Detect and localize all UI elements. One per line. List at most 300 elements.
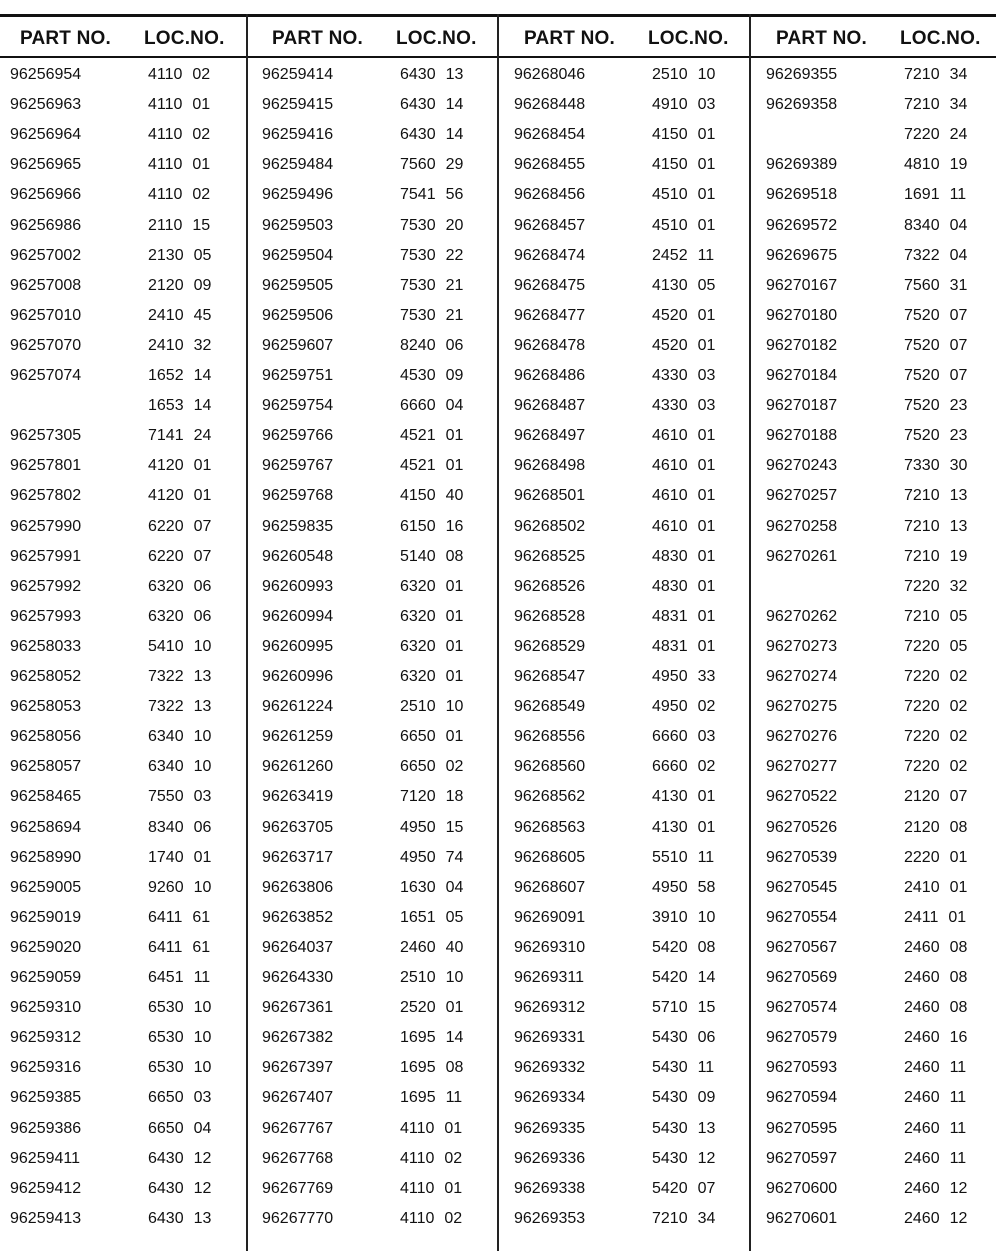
table-row	[0, 909, 240, 939]
part-number: 96259385	[10, 1089, 82, 1107]
location-number	[400, 1210, 462, 1228]
location-number	[652, 638, 715, 656]
table-row	[0, 879, 240, 909]
location-sub: 01	[697, 457, 716, 475]
location-number	[400, 608, 463, 626]
location-number	[148, 1210, 211, 1228]
location-main: 4610	[652, 487, 688, 505]
part-number: 96270593	[766, 1059, 838, 1077]
part-number: 96268497	[514, 427, 586, 445]
location-main: 5430	[652, 1089, 688, 1107]
location-sub: 13	[949, 517, 968, 535]
part-number: 96270567	[766, 938, 838, 956]
table-row	[0, 337, 240, 367]
location-number	[652, 457, 715, 475]
location-main: 6650	[400, 758, 436, 776]
location-sub: 01	[697, 336, 716, 354]
table-row	[756, 337, 996, 367]
location-main: 7530	[400, 276, 436, 294]
location-number	[148, 758, 211, 776]
location-main: 6660	[400, 397, 436, 415]
part-number: 96268448	[514, 96, 586, 114]
location-main: 6320	[400, 607, 436, 625]
parts-column-1	[0, 0, 240, 1251]
location-main: 7220	[904, 637, 940, 655]
location-number	[904, 397, 967, 415]
table-row	[504, 548, 744, 578]
location-sub: 10	[193, 758, 212, 776]
part-number: 96268562	[514, 788, 586, 806]
location-number	[904, 668, 967, 686]
location-number	[148, 999, 211, 1017]
location-sub: 04	[193, 1119, 212, 1137]
location-main: 1695	[400, 1029, 436, 1047]
location-number	[400, 156, 463, 174]
location-number	[148, 969, 210, 987]
location-sub: 01	[949, 878, 968, 896]
location-sub: 02	[192, 186, 211, 204]
location-main: 7322	[148, 668, 184, 685]
table-row	[252, 457, 492, 487]
table-row	[504, 1059, 744, 1089]
location-main: 4150	[400, 487, 436, 505]
location-number	[148, 96, 210, 114]
location-number	[400, 1029, 463, 1047]
location-sub: 40	[445, 487, 464, 505]
part-number: 96268526	[514, 577, 586, 595]
location-main: 2520	[400, 999, 436, 1017]
location-main: 2411	[904, 908, 939, 926]
location-sub: 10	[445, 698, 464, 716]
location-number	[400, 186, 463, 204]
location-main: 4830	[652, 547, 688, 565]
location-number	[652, 698, 715, 716]
table-row	[756, 909, 996, 939]
table-row	[504, 247, 744, 277]
part-number: 96256954	[10, 66, 82, 83]
location-sub: 10	[193, 878, 212, 896]
part-number: 96268486	[514, 367, 586, 384]
location-number	[400, 66, 463, 84]
part-number: 96257801	[10, 457, 82, 475]
location-sub: 09	[193, 276, 212, 294]
table-row	[504, 217, 744, 247]
location-main: 4130	[652, 788, 688, 806]
location-main: 4110	[148, 126, 183, 144]
location-sub: 11	[949, 1059, 967, 1077]
table-row	[0, 1210, 240, 1240]
part-number: 96270262	[766, 607, 838, 625]
location-main: 2510	[400, 698, 436, 716]
location-main: 8340	[904, 216, 940, 234]
table-row	[0, 578, 240, 608]
location-main: 2120	[148, 276, 184, 294]
location-main: 7210	[904, 607, 940, 625]
location-main: 6320	[400, 577, 436, 595]
location-number	[904, 337, 967, 355]
part-number: 96267361	[262, 999, 334, 1017]
location-sub: 11	[697, 848, 715, 866]
part-number: 96256963	[10, 96, 82, 114]
location-sub: 04	[949, 216, 968, 234]
part-number: 96269336	[514, 1149, 586, 1167]
location-sub: 08	[445, 1059, 464, 1077]
part-number: 96270273	[766, 637, 838, 655]
location-sub: 24	[949, 126, 968, 144]
table-row	[756, 668, 996, 698]
table-row	[504, 186, 744, 216]
part-number: 96268455	[514, 156, 586, 174]
table-row	[252, 397, 492, 427]
part-number: 96257993	[10, 607, 82, 625]
location-main: 4330	[652, 397, 688, 415]
part-number: 96259484	[262, 156, 334, 174]
table-row	[0, 487, 240, 517]
location-main: 5510	[652, 848, 688, 866]
table-row	[0, 1120, 240, 1150]
header-loc-no: LOC.NO.	[900, 28, 981, 49]
location-sub: 14	[445, 126, 464, 144]
part-number: 96269091	[514, 908, 586, 926]
header-loc-no: LOC.NO.	[144, 28, 225, 49]
location-sub: 01	[193, 848, 212, 866]
location-main: 6340	[148, 728, 184, 746]
location-main: 1740	[148, 848, 184, 866]
table-row	[504, 849, 744, 879]
part-number: 96270276	[766, 728, 838, 746]
location-main: 2510	[652, 66, 688, 83]
table-row	[756, 1150, 996, 1180]
part-number: 96256965	[10, 156, 82, 174]
part-number: 96270595	[766, 1119, 838, 1137]
location-sub: 11	[697, 246, 715, 264]
location-main: 4810	[904, 156, 940, 174]
location-sub: 01	[445, 607, 464, 625]
location-sub: 15	[192, 216, 211, 234]
location-number	[904, 66, 967, 84]
table-row	[504, 1089, 744, 1119]
location-main: 6430	[400, 96, 436, 114]
location-main: 7541	[400, 186, 436, 204]
part-number: 96259766	[262, 427, 334, 445]
location-sub: 07	[697, 1179, 716, 1197]
location-sub: 13	[949, 487, 968, 505]
location-sub: 05	[949, 607, 968, 625]
part-number: 96269518	[766, 186, 838, 204]
table-row	[504, 668, 744, 698]
location-sub: 16	[949, 1029, 968, 1047]
location-main: 3910	[652, 908, 688, 926]
location-main: 5140	[400, 547, 436, 565]
location-number	[148, 909, 210, 927]
location-main: 4830	[652, 577, 688, 595]
part-number: 96270569	[766, 969, 838, 986]
location-main: 7210	[652, 1209, 688, 1227]
table-row	[0, 217, 240, 247]
location-number	[400, 788, 463, 806]
location-sub: 01	[948, 908, 967, 926]
location-number	[400, 487, 463, 505]
part-number: 96258033	[10, 637, 82, 655]
location-number	[400, 819, 463, 837]
location-main: 7210	[904, 517, 940, 535]
location-main: 9260	[148, 878, 184, 896]
location-sub: 11	[949, 1089, 967, 1107]
location-number	[904, 1150, 966, 1168]
location-sub: 11	[949, 1119, 967, 1137]
location-number	[148, 397, 211, 415]
table-row	[0, 819, 240, 849]
location-sub: 01	[445, 637, 464, 655]
part-number: 96268525	[514, 547, 586, 565]
part-number: 96268529	[514, 637, 586, 655]
table-row	[0, 427, 240, 457]
table-row	[252, 939, 492, 969]
part-number: 96270597	[766, 1149, 838, 1167]
location-number	[400, 969, 463, 987]
table-row	[252, 1120, 492, 1150]
location-main: 6320	[148, 607, 184, 625]
location-main: 7322	[904, 246, 940, 264]
location-sub: 01	[697, 607, 716, 625]
location-number	[148, 247, 211, 265]
location-main: 6411	[148, 938, 183, 956]
location-main: 7220	[904, 668, 940, 685]
location-number	[904, 1210, 967, 1228]
location-number	[904, 217, 967, 235]
location-sub: 22	[445, 246, 464, 264]
table-row	[756, 1029, 996, 1059]
location-number	[148, 427, 211, 445]
table-row	[756, 156, 996, 186]
part-number: 96259059	[10, 969, 82, 986]
part-number: 96268547	[514, 668, 586, 685]
table-row	[252, 668, 492, 698]
location-main: 6320	[148, 577, 184, 595]
table-row	[0, 96, 240, 126]
part-number: 96268478	[514, 336, 586, 354]
location-main: 4530	[400, 367, 436, 384]
location-number	[904, 367, 967, 385]
table-row	[756, 758, 996, 788]
table-row	[252, 849, 492, 879]
location-number	[652, 728, 715, 746]
table-row	[504, 638, 744, 668]
location-number	[148, 728, 211, 746]
location-number	[148, 1029, 211, 1047]
location-main: 2460	[904, 969, 940, 986]
location-main: 6430	[148, 1149, 184, 1167]
location-number	[148, 307, 211, 325]
location-number	[148, 608, 211, 626]
location-sub: 01	[192, 156, 211, 174]
location-sub: 06	[193, 818, 212, 836]
location-main: 7210	[904, 487, 940, 505]
location-number	[148, 939, 210, 957]
location-number	[400, 126, 463, 144]
location-sub: 23	[949, 397, 968, 415]
location-sub: 10	[193, 999, 212, 1017]
location-sub: 19	[949, 156, 968, 174]
table-row	[252, 277, 492, 307]
table-row	[504, 939, 744, 969]
location-number	[148, 548, 211, 566]
table-row	[504, 367, 744, 397]
location-main: 4110	[148, 186, 183, 204]
table-row	[0, 728, 240, 758]
part-number: 96270545	[766, 878, 838, 896]
location-main: 4150	[652, 156, 688, 174]
table-row	[252, 1089, 492, 1119]
table-row	[0, 126, 240, 156]
location-number	[904, 548, 967, 566]
table-row	[0, 849, 240, 879]
table-row	[252, 638, 492, 668]
part-number: 96256964	[10, 126, 82, 144]
location-sub: 11	[445, 1089, 463, 1107]
part-number: 96264037	[262, 938, 334, 956]
table-row	[252, 1210, 492, 1240]
location-number	[400, 1089, 462, 1107]
location-main: 1695	[400, 1089, 436, 1107]
table-row	[504, 1210, 744, 1240]
header-part-no: PART NO.	[20, 28, 111, 49]
location-sub: 01	[445, 457, 464, 475]
location-sub: 01	[949, 848, 968, 866]
location-number	[904, 909, 966, 927]
table-row	[0, 788, 240, 818]
table-row	[504, 277, 744, 307]
location-number	[652, 608, 715, 626]
location-main: 5430	[652, 1029, 688, 1047]
part-number: 96257991	[10, 547, 82, 565]
location-main: 4950	[652, 878, 688, 896]
location-number	[904, 1089, 966, 1107]
part-number: 96257305	[10, 427, 82, 445]
location-sub: 11	[949, 1149, 967, 1167]
location-number	[148, 217, 210, 235]
location-number	[652, 819, 715, 837]
location-sub: 12	[193, 1179, 212, 1197]
location-sub: 06	[193, 577, 212, 595]
table-row	[252, 427, 492, 457]
location-main: 4120	[148, 457, 184, 475]
location-main: 4520	[652, 336, 688, 354]
location-number	[652, 126, 715, 144]
location-main: 8240	[400, 336, 436, 354]
part-number: 96269355	[766, 66, 838, 83]
table-row	[252, 1029, 492, 1059]
location-number	[652, 969, 715, 987]
location-main: 4120	[148, 487, 184, 505]
location-number	[904, 277, 967, 295]
table-row	[0, 548, 240, 578]
location-main: 5420	[652, 938, 688, 956]
location-main: 6430	[148, 1179, 184, 1197]
location-sub: 32	[193, 336, 212, 354]
location-sub: 03	[697, 397, 716, 415]
location-number	[904, 758, 967, 776]
location-main: 6411	[148, 908, 183, 926]
location-main: 1652	[148, 367, 184, 384]
part-number: 96270275	[766, 698, 838, 716]
location-main: 2460	[904, 1089, 940, 1107]
location-number	[400, 668, 463, 686]
table-row	[252, 548, 492, 578]
part-number: 96259019	[10, 908, 82, 926]
location-sub: 03	[193, 1089, 212, 1107]
location-number	[148, 668, 211, 686]
part-number: 96256966	[10, 186, 82, 204]
location-number	[148, 819, 211, 837]
location-sub: 06	[697, 1029, 716, 1047]
location-main: 7330	[904, 457, 940, 475]
location-main: 1691	[904, 186, 940, 204]
location-main: 1695	[400, 1059, 436, 1077]
table-row	[756, 307, 996, 337]
part-number: 96258057	[10, 758, 82, 776]
location-sub: 08	[949, 969, 968, 986]
location-main: 6150	[400, 517, 436, 535]
location-sub: 11	[193, 969, 211, 986]
part-number: 96257992	[10, 577, 82, 595]
table-row	[252, 518, 492, 548]
part-number: 96269331	[514, 1029, 586, 1047]
part-number: 96259505	[262, 276, 334, 294]
location-main: 4510	[652, 216, 688, 234]
location-main: 4110	[400, 1209, 435, 1227]
location-sub: 02	[192, 66, 211, 83]
location-number	[148, 277, 211, 295]
part-number: 96260996	[262, 668, 334, 685]
location-number	[148, 788, 211, 806]
location-main: 5430	[652, 1059, 688, 1077]
parts-column-4	[756, 0, 996, 1251]
location-sub: 02	[697, 698, 716, 716]
location-sub: 12	[193, 1149, 212, 1167]
location-number	[148, 518, 211, 536]
location-sub: 03	[697, 96, 716, 114]
location-number	[400, 939, 463, 957]
location-number	[400, 427, 463, 445]
location-main: 6530	[148, 1059, 184, 1077]
part-number: 96269338	[514, 1179, 586, 1197]
location-number	[148, 367, 211, 385]
location-sub: 01	[193, 457, 212, 475]
location-number	[400, 849, 463, 867]
location-sub: 07	[949, 788, 968, 806]
location-main: 7560	[904, 276, 940, 294]
location-number	[904, 1029, 967, 1047]
location-main: 4950	[400, 848, 436, 866]
part-number: 96258053	[10, 698, 82, 716]
location-main: 4330	[652, 367, 688, 384]
location-number	[652, 156, 715, 174]
location-sub: 11	[697, 1059, 715, 1077]
part-number: 96268487	[514, 397, 586, 415]
table-row	[756, 1210, 996, 1240]
location-sub: 23	[949, 427, 968, 445]
location-sub: 24	[193, 427, 212, 445]
location-main: 7520	[904, 397, 940, 415]
location-main: 2460	[904, 938, 940, 956]
location-number	[148, 1180, 211, 1198]
location-main: 4950	[400, 818, 436, 836]
part-number: 96270539	[766, 848, 838, 866]
location-number	[400, 457, 463, 475]
table-row	[504, 397, 744, 427]
location-sub: 01	[697, 156, 716, 174]
